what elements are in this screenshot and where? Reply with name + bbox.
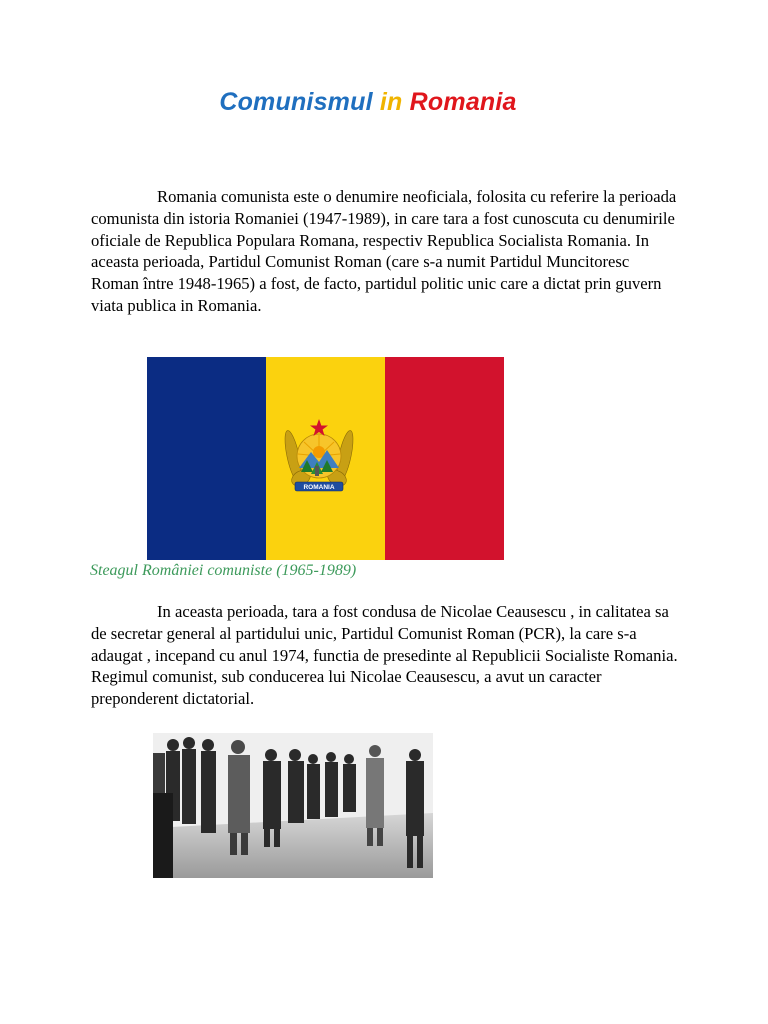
paragraph-intro-text: Romania comunista este o denumire neoficiala, folosita cu referire la perioada comunista din istoria Romaniei (1947-1989), in care tara a fost cunoscuta cu denumirile oficiale de Republica Populara Romana, respectiv Republica Socialista Romania. In aceasta perioada, Partidul Comunist Roman (care s-a numit Partidul Muncitoresc Roman între 1948-1965) a fost, de facto, partidul politic unic care a dictat prin guvern viata publica in Romania. xyxy=(91,187,677,315)
title-word-romania: Romania xyxy=(409,88,517,116)
historical-photo xyxy=(153,733,433,878)
page-title xyxy=(0,88,736,117)
emblem-ribbon-text: ROMANIA xyxy=(303,484,335,491)
flag-stripe-blue xyxy=(147,357,266,560)
flag-stripe-red xyxy=(385,357,504,560)
paragraph-ceausescu xyxy=(91,601,681,710)
coat-of-arms-emblem xyxy=(281,416,357,498)
title-word-in: in xyxy=(379,88,403,116)
paragraph-ceausescu-text: In aceasta perioada, tara a fost condusa de Nicolae Ceausescu , in calitatea sa de secretar general al partidului unic, Partidul Comunist Roman (PCR), la care s-a adaugat , incepand cu anul 1974, functia de presedinte al Republicii Socialiste Romania. Regimul comunist, sub conducerea lui Nicolae Ceausescu, a avut un caracter preponderent dictatorial. xyxy=(91,602,678,709)
paragraph-intro xyxy=(91,186,681,317)
flag-caption: Steagul României comuniste (1965-1989) xyxy=(90,562,357,579)
title-word-comunismul: Comunismul xyxy=(219,88,373,116)
